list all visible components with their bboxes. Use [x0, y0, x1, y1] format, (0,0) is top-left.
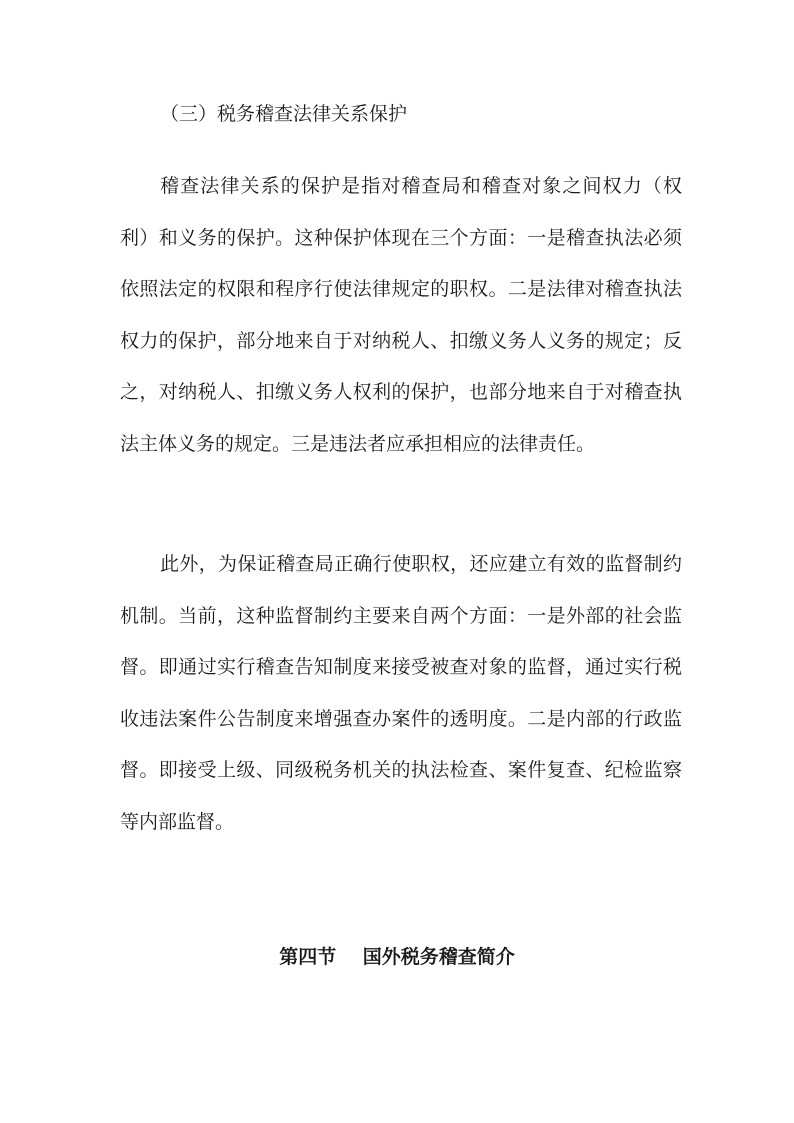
- subsection-heading: （三）税务稽查法律关系保护: [160, 103, 408, 125]
- paragraph-supervision-mechanism: 此外，为保证稽查局正确行使职权，还应建立有效的监督制约机制。当前，这种监督制约主要来自两个方面：一是外部的社会监督。即通过实行稽查告知制度来接受被查对象的监督，通过实行税收违法案件公告制度来增强查办案件的透明度。二是内部的行政监督。即接受上级、同级税务机关的执法检查、案件复查、纪检监察等内部监督。: [120, 553, 682, 833]
- section-title: 第四节 国外税务稽查简介: [279, 946, 515, 968]
- paragraph-legal-relationship-protection: 稽查法律关系的保护是指对稽查局和稽查对象之间权力（权利）和义务的保护。这种保护体现在三个方面：一是稽查执法必须依照法定的权限和程序行使法律规定的职权。二是法律对稽查执法权力的保护，部分地来自于对纳税人、扣缴义务人义务的规定；反之，对纳税人、扣缴义务人权利的保护，也部分地来自于对稽查执法主体义务的规定。三是违法者应承担相应的法律责任。: [120, 175, 682, 455]
